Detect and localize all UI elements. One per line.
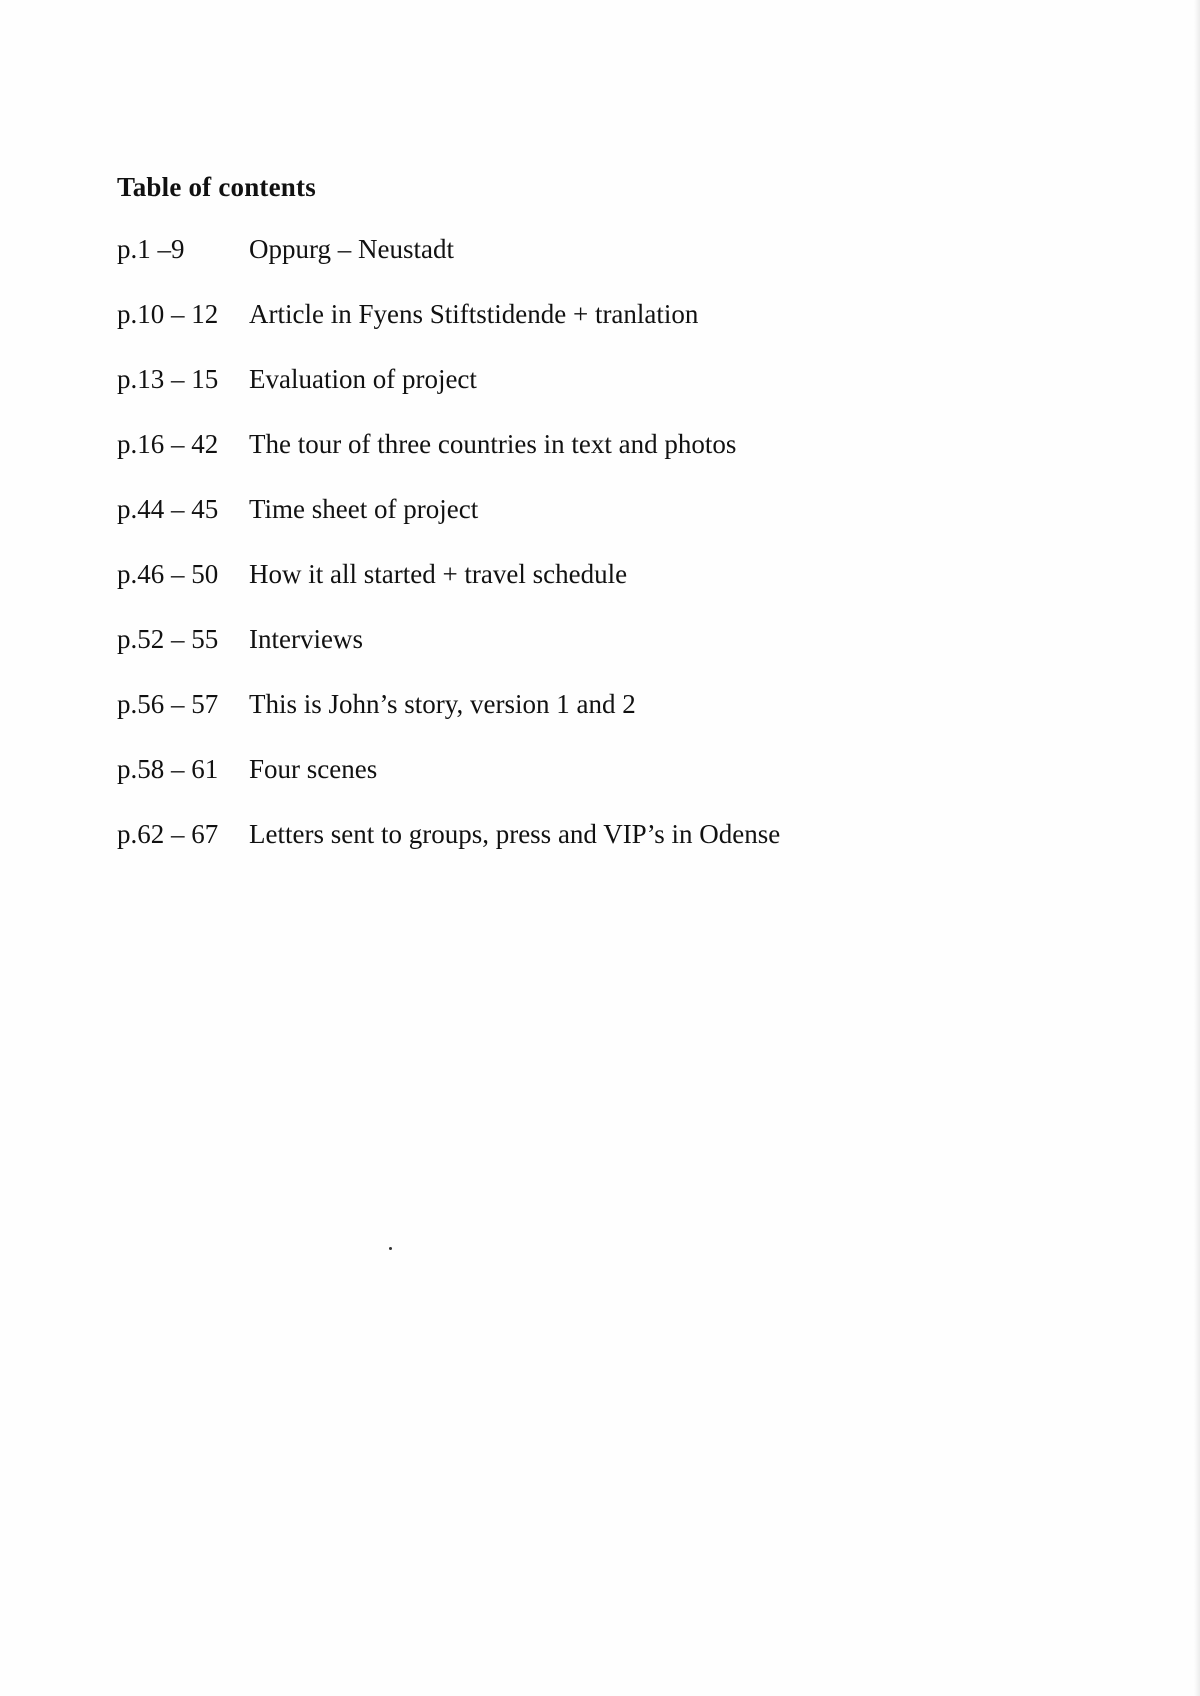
toc-list bbox=[117, 234, 1017, 884]
toc-page-range: p.46 – 50 bbox=[117, 559, 219, 589]
toc-page-range: p.10 – 12 bbox=[117, 299, 219, 329]
toc-entry bbox=[117, 624, 1017, 689]
toc-entry bbox=[117, 689, 1017, 754]
toc-entry-title: This is John’s story, version 1 and 2 bbox=[249, 689, 636, 719]
toc-page-range: p.56 – 57 bbox=[117, 689, 219, 719]
toc-entry-title: How it all started + travel schedule bbox=[249, 559, 628, 589]
toc-entry-title: Interviews bbox=[249, 624, 363, 654]
toc-page-range: p.52 – 55 bbox=[117, 624, 219, 654]
toc-entry bbox=[117, 364, 1017, 429]
toc-page-range: p.1 –9 bbox=[117, 234, 185, 264]
toc-page-range: p.13 – 15 bbox=[117, 364, 219, 394]
toc-page-range: p.44 – 45 bbox=[117, 494, 219, 524]
toc-entry-title: Oppurg – Neustadt bbox=[249, 234, 454, 264]
toc-heading: Table of contents bbox=[117, 172, 316, 202]
toc-entry-title: Time sheet of project bbox=[249, 494, 479, 524]
toc-entry-title: Letters sent to groups, press and VIP’s in Odense bbox=[249, 819, 781, 849]
toc-page-range: p.62 – 67 bbox=[117, 819, 219, 849]
toc-entry bbox=[117, 494, 1017, 559]
toc-entry bbox=[117, 429, 1017, 494]
toc-entry bbox=[117, 754, 1017, 819]
toc-page-range: p.58 – 61 bbox=[117, 754, 219, 784]
scan-speck bbox=[389, 1247, 392, 1250]
toc-entry-title: Evaluation of project bbox=[249, 364, 477, 394]
toc-page-range: p.16 – 42 bbox=[117, 429, 219, 459]
scan-edge-shadow bbox=[1194, 0, 1200, 1696]
toc-entry bbox=[117, 299, 1017, 364]
toc-entry bbox=[117, 819, 1017, 884]
toc-entry bbox=[117, 234, 1017, 299]
toc-entry-title: Four scenes bbox=[249, 754, 378, 784]
toc-entry-title: The tour of three countries in text and photos bbox=[249, 429, 737, 459]
toc-entry-title: Article in Fyens Stiftstidende + tranlation bbox=[249, 299, 699, 329]
toc-entry bbox=[117, 559, 1017, 624]
